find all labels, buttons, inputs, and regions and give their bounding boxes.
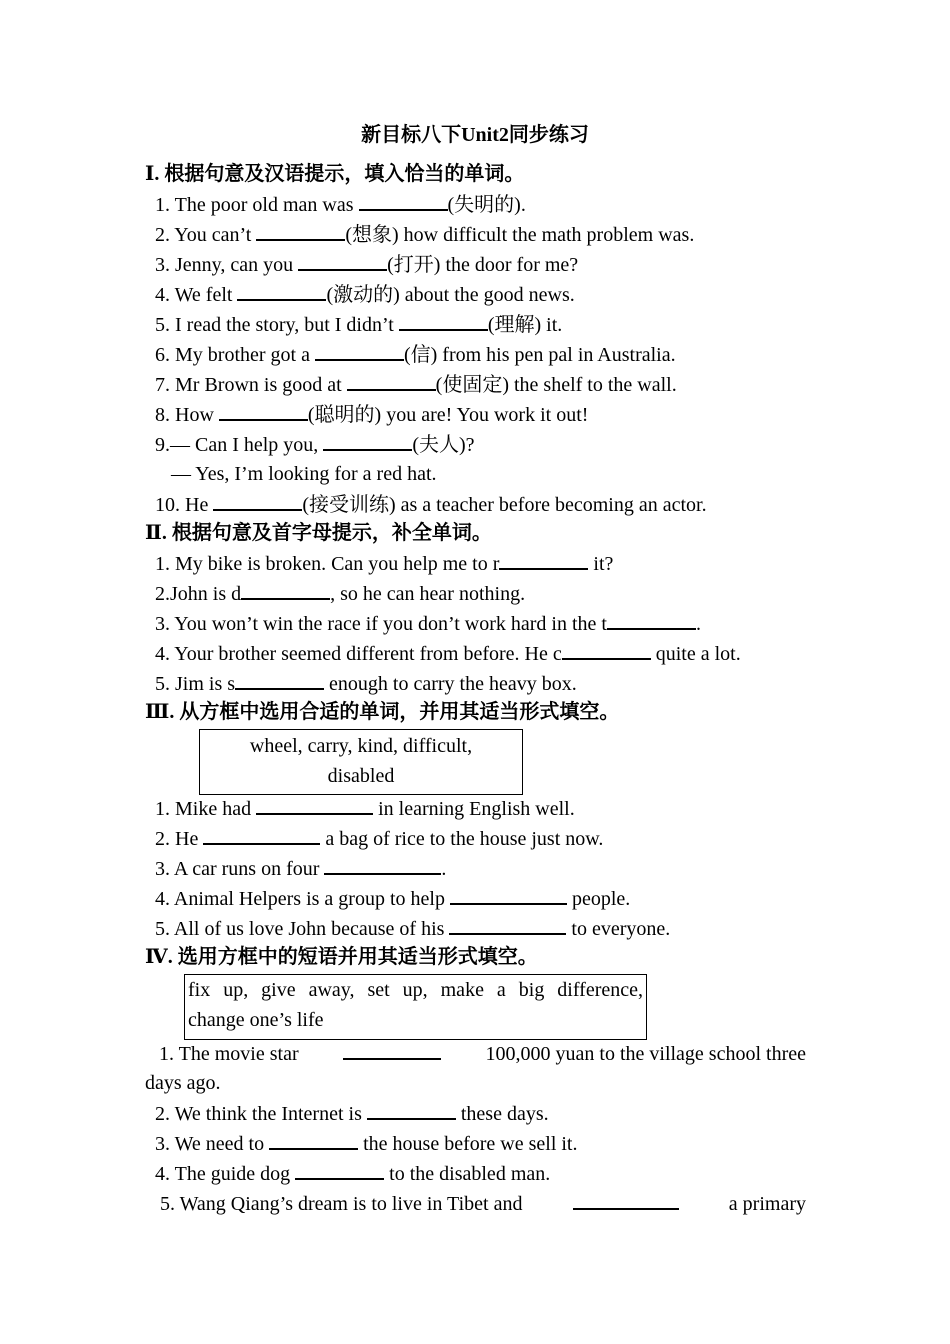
s2-item-1: 1. My bike is broken. Can you help me to r it?: [155, 548, 613, 578]
answer-blank[interactable]: [237, 279, 326, 301]
s4-item-4: 4. The guide dog to the disabled man.: [155, 1158, 550, 1188]
word-bank-line-1: wheel, carry, kind, difficult,: [249, 735, 473, 757]
answer-blank[interactable]: [256, 793, 373, 815]
answer-blank[interactable]: [359, 189, 448, 211]
s1-item-4: 4. We felt (激动的) about the good news.: [155, 279, 575, 309]
s1-item-7: 7. Mr Brown is good at (使固定) the shelf to the wall.: [155, 369, 677, 399]
answer-blank[interactable]: [219, 399, 308, 421]
answer-blank[interactable]: [213, 489, 302, 511]
phrase-bank-line-1: fix up, give away, set up, make a big difference,: [188, 979, 643, 1001]
s1-item-9-reply: — Yes, I’m looking for a red hat.: [171, 463, 437, 485]
answer-blank[interactable]: [607, 608, 696, 630]
s4-item-3: 3. We need to the house before we sell it.: [155, 1128, 577, 1158]
answer-blank[interactable]: [203, 823, 320, 845]
answer-blank[interactable]: [324, 853, 441, 875]
answer-blank[interactable]: [298, 249, 387, 271]
phrase-bank-box: [184, 974, 647, 1040]
s1-item-5: 5. I read the story, but I didn’t (理解) it.: [155, 309, 562, 339]
page-title: 新目标八下Unit2同步练习: [361, 124, 589, 146]
section-4-heading: Ⅳ. 选用方框中的短语并用其适当形式填空。: [145, 946, 538, 968]
word-bank-box: [199, 729, 523, 795]
answer-blank[interactable]: [367, 1098, 456, 1120]
s3-item-3: 3. A car runs on four .: [155, 853, 446, 883]
answer-blank[interactable]: [256, 219, 345, 241]
section-1-heading: Ⅰ. 根据句意及汉语提示，填入恰当的单词。: [145, 163, 525, 185]
s4-item-5: 5. Wang Qiang’s dream is to live in Tibet and a primary: [160, 1188, 806, 1218]
s3-item-4: 4. Animal Helpers is a group to help people.: [155, 883, 630, 913]
s2-item-4: 4. Your brother seemed different from before. He c quite a lot.: [155, 638, 741, 668]
section-2-heading: Ⅱ. 根据句意及首字母提示，补全单词。: [145, 522, 492, 544]
s1-item-6: 6. My brother got a (信) from his pen pal in Australia.: [155, 339, 676, 369]
phrase-bank-line-2: change one’s life: [188, 1009, 324, 1031]
s3-item-1: 1. Mike had in learning English well.: [155, 793, 575, 823]
s2-item-5: 5. Jim is s enough to carry the heavy box.: [155, 668, 577, 698]
s1-item-9: 9.— Can I help you, (夫人)?: [155, 429, 475, 459]
s4-item-2: 2. We think the Internet is these days.: [155, 1098, 549, 1128]
answer-blank[interactable]: [323, 429, 412, 451]
s2-item-2: 2.John is d , so he can hear nothing.: [155, 578, 525, 608]
answer-blank[interactable]: [499, 548, 588, 570]
s4-item-1: 1. The movie star 100,000 yuan to the village school three: [159, 1038, 806, 1068]
answer-blank[interactable]: [315, 339, 404, 361]
answer-blank[interactable]: [449, 913, 566, 935]
s1-item-1: 1. The poor old man was (失明的).: [155, 189, 526, 219]
answer-blank[interactable]: [295, 1158, 384, 1180]
section-3-heading: Ⅲ. 从方框中选用合适的单词，并用其适当形式填空。: [145, 701, 620, 723]
answer-blank[interactable]: [343, 1038, 441, 1060]
s2-item-3: 3. You won’t win the race if you don’t work hard in the t .: [155, 608, 701, 638]
s1-item-10: 10. He (接受训练) as a teacher before becoming an actor.: [155, 489, 707, 519]
answer-blank[interactable]: [399, 309, 488, 331]
s3-item-2: 2. He a bag of rice to the house just now.: [155, 823, 603, 853]
answer-blank[interactable]: [235, 668, 324, 690]
answer-blank[interactable]: [241, 578, 330, 600]
s1-item-3: 3. Jenny, can you (打开) the door for me?: [155, 249, 578, 279]
answer-blank[interactable]: [269, 1128, 358, 1150]
answer-blank[interactable]: [347, 369, 436, 391]
answer-blank[interactable]: [450, 883, 567, 905]
s1-item-2: 2. You can’t (想象) how difficult the math problem was.: [155, 219, 694, 249]
answer-blank[interactable]: [562, 638, 651, 660]
s4-item-1-cont: days ago.: [145, 1072, 221, 1094]
answer-blank[interactable]: [573, 1188, 679, 1210]
s1-item-8: 8. How (聪明的) you are! You work it out!: [155, 399, 588, 429]
s3-item-5: 5. All of us love John because of his to everyone.: [155, 913, 670, 943]
word-bank-line-2: disabled: [327, 765, 395, 787]
